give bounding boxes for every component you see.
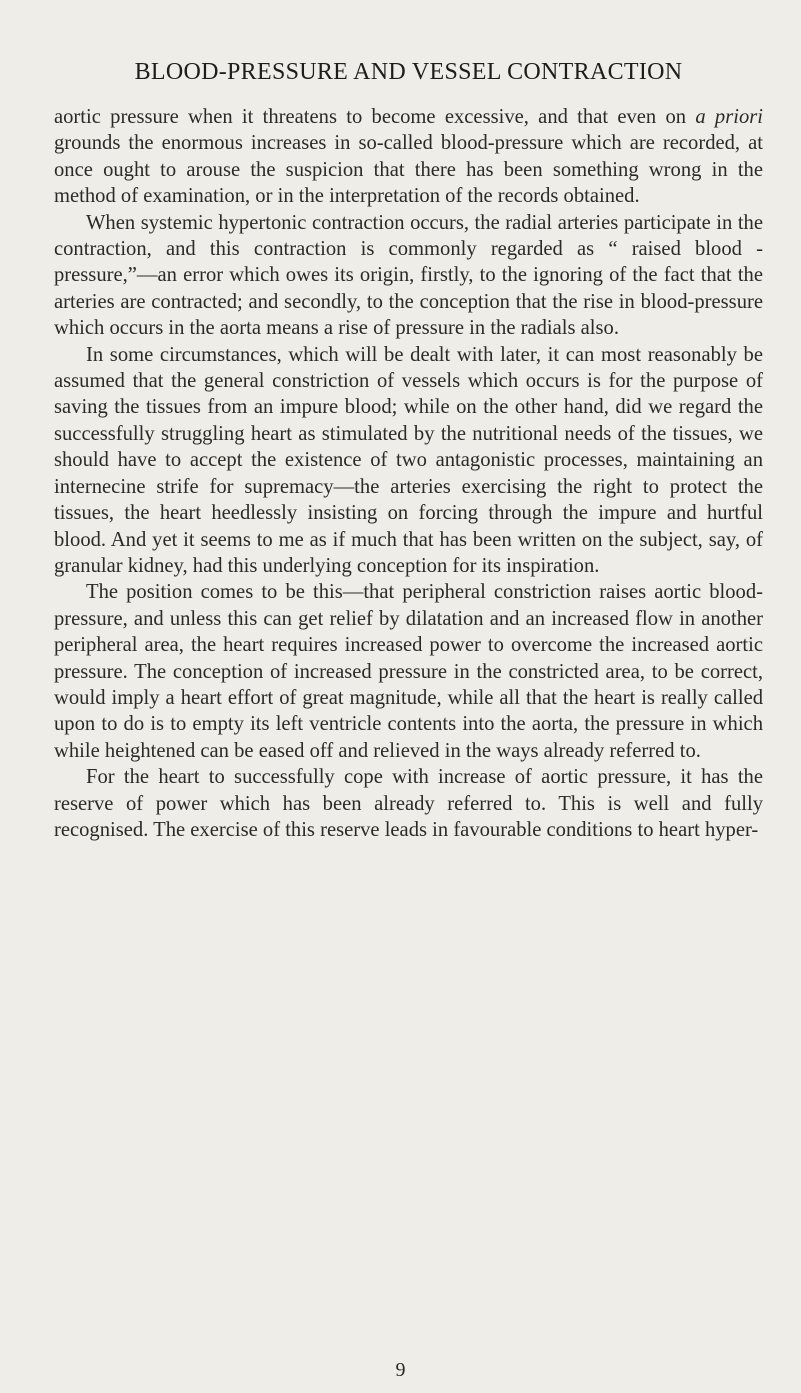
paragraph-2: When systemic hypertonic contraction occurs, the radial arteries participate in the contraction, and this contraction is commonly regarded as “ raised blood - pressure,”—an error which owes its origin, firstly, to the ignoring of the fact that the arteries are contracted; and secondly, to the conception that the rise in blood-pressure which occurs in the aorta means a rise of pressure in the radials also. <box>54 211 763 340</box>
paragraph-3: In some circumstances, which will be dealt with later, it can most reasonably be assumed that the general constriction of vessels which occurs is for the purpose of saving the tissues from an impure blood; while on the other hand, did we regard the successfully struggling heart as stimulated by the nutritional needs of the tissues, we should have to accept the existence of two antagonistic processes, maintaining an internecine strife for supremacy—the arteries exercising the right to protect the tissues, the heart heedlessly insisting on forcing through the impure and hurtful blood. And yet it seems to me as if much that has been written on the subject, say, of granular kidney, had this underlying conception for its inspiration. <box>54 343 763 577</box>
paragraph-1-italic-phrase: a priori <box>695 106 763 128</box>
paragraph-1-text-after: grounds the enormous increases in so-called blood-pressure which are recorded, at once ought to arouse the suspicion that there has been something wrong in the method of examination, or in the interpretation of the records obtained. <box>54 132 763 208</box>
page-number: 9 <box>395 1359 406 1381</box>
paragraph-4: The position comes to be this—that peripheral constriction raises aortic blood-pressure, and unless this can get relief by dilatation and an increased flow in another peripheral area, the heart requires increased power to overcome the increased aortic pressure. The conception of increased pressure in the constricted area, to be correct, would imply a heart effort of great magnitude, while all that the heart is really called upon to do is to empty its left ventricle contents into the aorta, the pressure in which while heightened can be eased off and relieved in the ways already referred to. <box>54 581 763 762</box>
running-head: BLOOD-PRESSURE AND VESSEL CONTRACTION <box>134 59 683 85</box>
paragraph-1 <box>54 104 763 210</box>
paragraph-1-text-before: aortic pressure when it threatens to become excessive, and that even on <box>54 106 696 128</box>
paragraph-5: For the heart to successfully cope with increase of aortic pressure, it has the reserve of power which has been already referred to. This is well and fully recognised. The exercise of this reserve leads in favourable conditions to heart hyper- <box>54 766 763 841</box>
